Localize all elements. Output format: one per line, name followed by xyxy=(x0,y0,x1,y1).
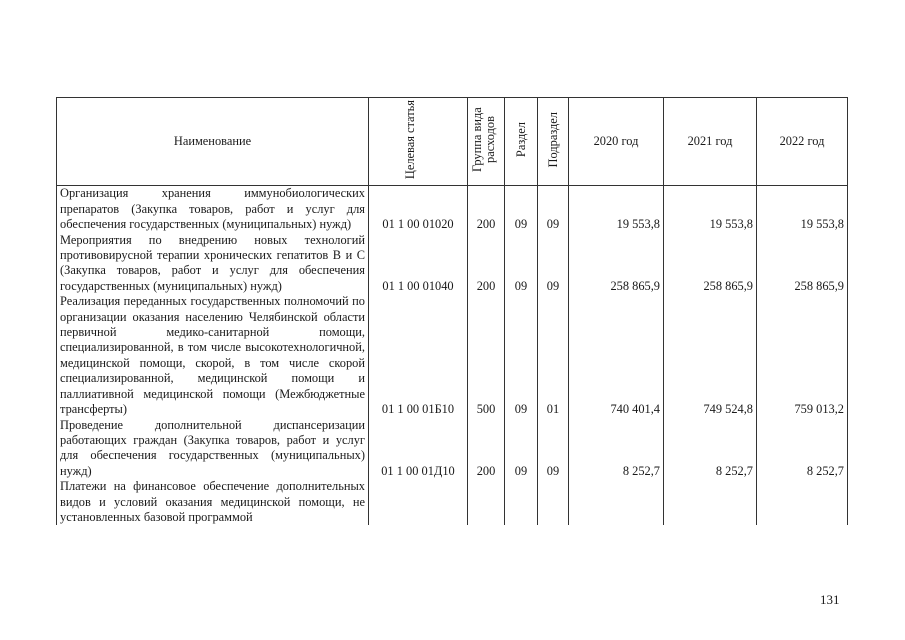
header-2022: 2022 год xyxy=(757,98,848,186)
row-expense-group: 500 xyxy=(468,294,505,417)
row-value-2020: 19 553,8 xyxy=(569,186,664,233)
table-row xyxy=(57,479,848,525)
row-subsection xyxy=(538,479,569,525)
row-name: Мероприятия по внедрению новых технологий противовирусной терапии хронических гепатитов В и С (Закупка товаров, работ и услуг для обеспечения государственных (муниципальных) нужд) xyxy=(57,233,369,295)
row-value-2022: 19 553,8 xyxy=(757,186,848,233)
row-expense-group: 200 xyxy=(468,418,505,480)
row-section: 09 xyxy=(505,294,538,417)
row-name: Платежи на финансовое обеспечение дополнительных видов и условий оказания медицинской помощи, не установленных базовой программой xyxy=(57,479,369,525)
row-value-2021: 749 524,8 xyxy=(664,294,757,417)
row-expense-group: 200 xyxy=(468,233,505,295)
row-value-2021: 19 553,8 xyxy=(664,186,757,233)
row-name: Организация хранения иммунобиологических препаратов (Закупка товаров, работ и услуг для обеспечения государственных (муниципальных) нужд) xyxy=(57,186,369,233)
table-row xyxy=(57,294,848,417)
row-subsection: 09 xyxy=(538,418,569,480)
row-value-2020: 8 252,7 xyxy=(569,418,664,480)
header-section: Раздел xyxy=(505,98,538,186)
row-target-article xyxy=(369,479,468,525)
row-subsection: 01 xyxy=(538,294,569,417)
header-2020: 2020 год xyxy=(569,98,664,186)
row-section: 09 xyxy=(505,233,538,295)
row-section xyxy=(505,479,538,525)
row-value-2020: 258 865,9 xyxy=(569,233,664,295)
budget-table xyxy=(56,97,848,525)
row-target-article: 01 1 00 01Б10 xyxy=(369,294,468,417)
table-row xyxy=(57,186,848,233)
row-value-2022: 8 252,7 xyxy=(757,418,848,480)
row-subsection: 09 xyxy=(538,233,569,295)
header-row xyxy=(57,98,848,186)
row-expense-group xyxy=(468,479,505,525)
row-value-2020 xyxy=(569,479,664,525)
header-name: Наименование xyxy=(57,98,369,186)
row-value-2022 xyxy=(757,479,848,525)
header-expense-group: Группа вида расходов xyxy=(468,98,505,186)
row-subsection: 09 xyxy=(538,186,569,233)
header-2021: 2021 год xyxy=(664,98,757,186)
page-number: 131 xyxy=(820,592,840,607)
row-target-article: 01 1 00 01040 xyxy=(369,233,468,295)
row-section: 09 xyxy=(505,418,538,480)
row-value-2022: 258 865,9 xyxy=(757,233,848,295)
row-value-2021 xyxy=(664,479,757,525)
row-section: 09 xyxy=(505,186,538,233)
row-expense-group: 200 xyxy=(468,186,505,233)
row-name: Реализация переданных государственных полномочий по организации оказания населению Челябинской области первичной медико-санитарной помощи, специализированной, в том числе высокотехнологичной, медицинской помощи, скорой, в том числе скорой специализированной, медицинской помощи и паллиативной медицинской помощи (Межбюджетные трансферты) xyxy=(57,294,369,417)
row-value-2021: 258 865,9 xyxy=(664,233,757,295)
row-value-2022: 759 013,2 xyxy=(757,294,848,417)
row-target-article: 01 1 00 01020 xyxy=(369,186,468,233)
row-value-2020: 740 401,4 xyxy=(569,294,664,417)
header-target-article: Целевая статья xyxy=(369,98,468,186)
table-row xyxy=(57,233,848,295)
row-value-2021: 8 252,7 xyxy=(664,418,757,480)
row-name: Проведение дополнительной диспансеризации работающих граждан (Закупка товаров, работ и услуг для обеспечения государственных (муниципальных) нужд) xyxy=(57,418,369,480)
table-row xyxy=(57,418,848,480)
row-target-article: 01 1 00 01Д10 xyxy=(369,418,468,480)
header-subsection: Подраздел xyxy=(538,98,569,186)
